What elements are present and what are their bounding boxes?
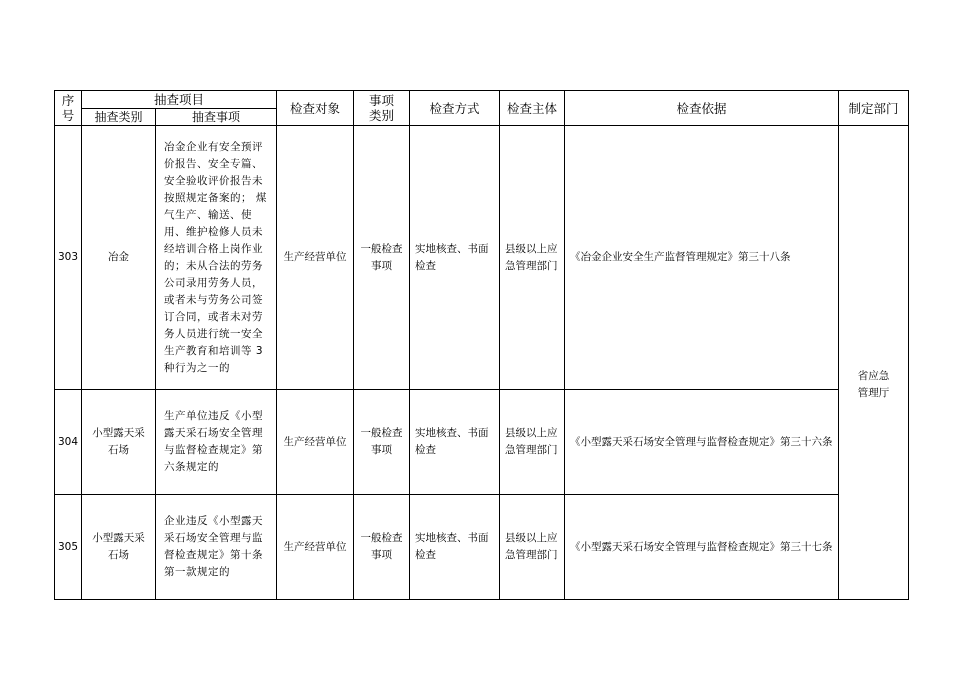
header-target: 检查对象	[277, 91, 354, 126]
cell-type: 一般检查事项	[354, 390, 410, 495]
cell-dept: 省应急管理厅	[839, 126, 909, 600]
table-row	[55, 390, 909, 495]
header-row-1	[55, 91, 909, 109]
cell-basis: 《小型露天采石场安全管理与监督检查规定》第三十七条	[565, 495, 839, 600]
cell-seq: 304	[55, 390, 82, 495]
cell-method: 实地核查、书面检查	[410, 126, 500, 390]
header-matter: 抽查事项	[156, 109, 277, 126]
cell-type: 一般检查事项	[354, 126, 410, 390]
cell-subject: 县级以上应急管理部门	[500, 126, 565, 390]
table-row	[55, 495, 909, 600]
header-method: 检查方式	[410, 91, 500, 126]
cell-category: 冶金	[82, 126, 156, 390]
cell-category: 小型露天采石场	[82, 390, 156, 495]
cell-matter: 企业违反《小型露天采石场安全管理与监督检查规定》第十条第一款规定的	[156, 495, 277, 600]
cell-matter: 冶金企业有安全预评价报告、安全专篇、安全验收评价报告未按照规定备案的； 煤气生产、输送、使用、维护检修人员未经培训合格上岗作业的；未从合法的劳务公司录用劳务人员，或者未与劳务公司签订合同，或者未对劳务人员进行统一安全生产教育和培训等 3 种行为之一的	[156, 126, 277, 390]
cell-seq: 305	[55, 495, 82, 600]
cell-target: 生产经营单位	[277, 126, 354, 390]
cell-target: 生产经营单位	[277, 390, 354, 495]
cell-subject: 县级以上应急管理部门	[500, 495, 565, 600]
cell-method: 实地核查、书面检查	[410, 495, 500, 600]
cell-subject: 县级以上应急管理部门	[500, 390, 565, 495]
table-row	[55, 126, 909, 390]
cell-matter: 生产单位违反《小型露天采石场安全管理与监督检查规定》第六条规定的	[156, 390, 277, 495]
cell-category: 小型露天采石场	[82, 495, 156, 600]
cell-basis: 《冶金企业安全生产监督管理规定》第三十八条	[565, 126, 839, 390]
cell-type: 一般检查事项	[354, 495, 410, 600]
inspection-table	[54, 90, 909, 600]
header-dept: 制定部门	[839, 91, 909, 126]
cell-seq: 303	[55, 126, 82, 390]
header-subject: 检查主体	[500, 91, 565, 126]
header-type: 事项类别	[354, 91, 410, 126]
cell-basis: 《小型露天采石场安全管理与监督检查规定》第三十六条	[565, 390, 839, 495]
header-seq: 序号	[55, 91, 82, 126]
cell-target: 生产经营单位	[277, 495, 354, 600]
header-basis: 检查依据	[565, 91, 839, 126]
header-project: 抽查项目	[82, 91, 277, 109]
header-category: 抽查类别	[82, 109, 156, 126]
cell-method: 实地核查、书面检查	[410, 390, 500, 495]
